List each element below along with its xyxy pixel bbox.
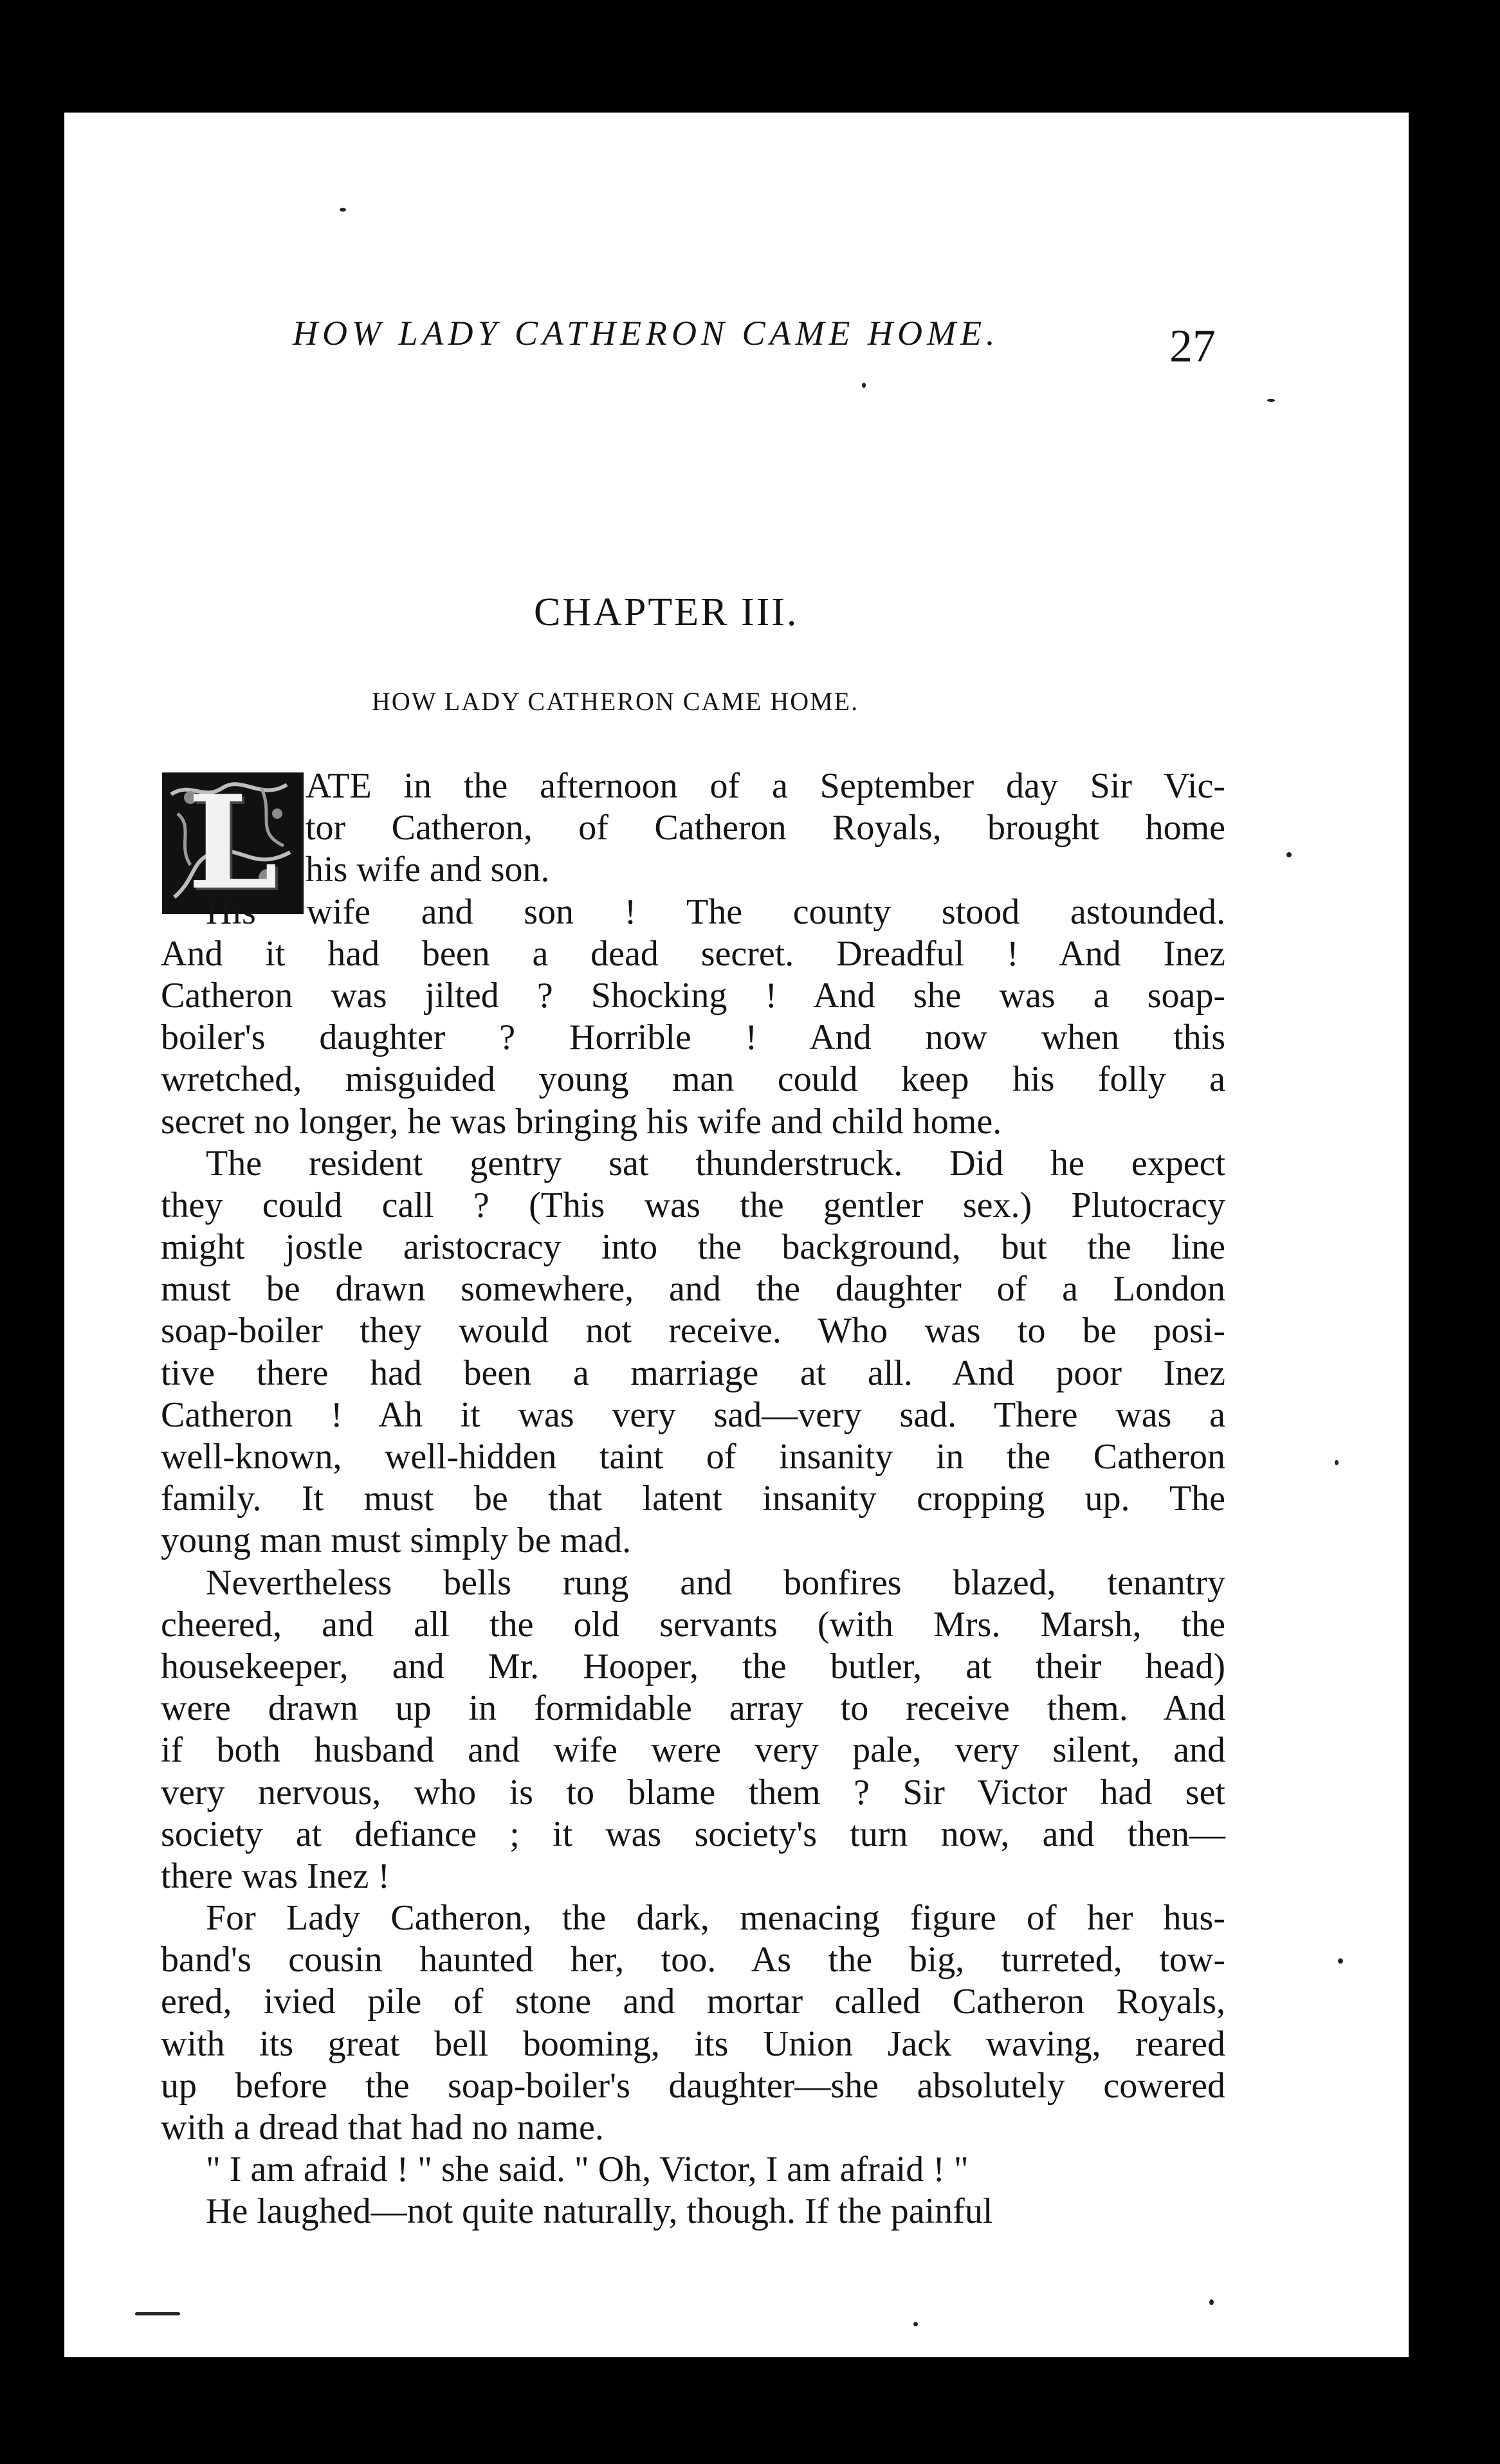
scan-speck [1338, 1958, 1343, 1964]
scan-speck [1209, 2299, 1214, 2305]
text-line: Catheron was jilted ? Shocking ! And she was a soap- [161, 975, 1225, 1016]
text-line: housekeeper, and Mr. Hooper, the butler, at their head) [161, 1646, 1225, 1686]
text-line: very nervous, who is to blame them ? Sir Victor had set [161, 1772, 1225, 1812]
page-number: 27 [1169, 320, 1216, 372]
text-line: if both husband and wife were very pale, very silent, and [161, 1730, 1225, 1771]
text-line: He laughed—not quite naturally, though. If the painful [206, 2191, 993, 2232]
chapter-subtitle: HOW LADY CATHERON CAME HOME. [372, 687, 859, 716]
scan-speck [1335, 1460, 1339, 1465]
chapter-body [161, 765, 1225, 2233]
text-line: ATE in the afternoon of a September day Sir Vic- [306, 766, 1225, 806]
text-line: For Lady Catheron, the dark, menacing figure of her hus- [206, 1898, 1225, 1939]
text-line: with its great bell booming, its Union Jack waving, reared [161, 2023, 1225, 2064]
text-line: there was Inez ! [161, 1856, 390, 1896]
text-line: ered, ivied pile of stone and mortar called Catheron Royals, [161, 1982, 1225, 2022]
book-page [64, 113, 1409, 2357]
running-head: HOW LADY CATHERON CAME HOME. [293, 314, 1000, 352]
text-line: wretched, misguided young man could keep his folly a [161, 1059, 1225, 1100]
scan-speck [135, 2312, 180, 2315]
text-line: " I am afraid ! " she said. " Oh, Victor, I am afraid ! " [206, 2149, 969, 2190]
text-line: were drawn up in formidable array to receive them. And [161, 1688, 1225, 1729]
text-line: up before the soap-boiler's daughter—she absolutely cowered [161, 2065, 1225, 2106]
text-line: band's cousin haunted her, too. As the big, turreted, tow- [161, 1940, 1225, 1980]
text-line: The resident gentry sat thunderstruck. Did he expect [206, 1143, 1225, 1183]
scan-speck [340, 208, 346, 212]
scan-speck [1286, 852, 1292, 857]
drop-cap-letter: L [187, 772, 279, 914]
text-line: well-known, well-hidden taint of insanity in the Catheron [161, 1437, 1225, 1477]
text-line: Catheron ! Ah it was very sad—very sad. There was a [161, 1394, 1225, 1435]
text-line: His wife and son ! The county stood astounded. [206, 891, 1225, 932]
text-line: secret no longer, he was bringing his wife and child home. [161, 1101, 1002, 1142]
text-line: they could call ? (This was the gentler sex.) Plutocracy [161, 1185, 1225, 1225]
scan-speck [913, 2322, 918, 2326]
text-line: must be drawn somewhere, and the daughter of a London [161, 1269, 1225, 1310]
scan-speck [862, 383, 866, 388]
text-line: family. It must be that latent insanity cropping up. The [161, 1479, 1225, 1519]
text-line: Nevertheless bells rung and bonfires blazed, tenantry [206, 1562, 1225, 1603]
text-line: cheered, and all the old servants (with Mrs. Marsh, the [161, 1604, 1225, 1645]
text-line: with a dread that had no name. [161, 2108, 604, 2148]
text-line: tive there had been a marriage at all. And poor Inez [161, 1353, 1225, 1393]
text-line: young man must simply be mad. [161, 1520, 632, 1561]
text-line: And it had been a dead secret. Dreadful ! And Inez [161, 933, 1225, 974]
text-line: might jostle aristocracy into the background, but the line [161, 1227, 1225, 1268]
text-line: his wife and son. [306, 850, 550, 890]
chapter-title: CHAPTER III. [534, 590, 799, 634]
text-line: boiler's daughter ? Horrible ! And now when this [161, 1018, 1225, 1058]
text-line: soap-boiler they would not receive. Who was to be posi- [161, 1311, 1225, 1351]
text-line: society at defiance ; it was society's turn now, and then— [161, 1814, 1225, 1854]
scan-speck [1267, 399, 1275, 402]
text-line: tor Catheron, of Catheron Royals, brought home [306, 808, 1225, 848]
